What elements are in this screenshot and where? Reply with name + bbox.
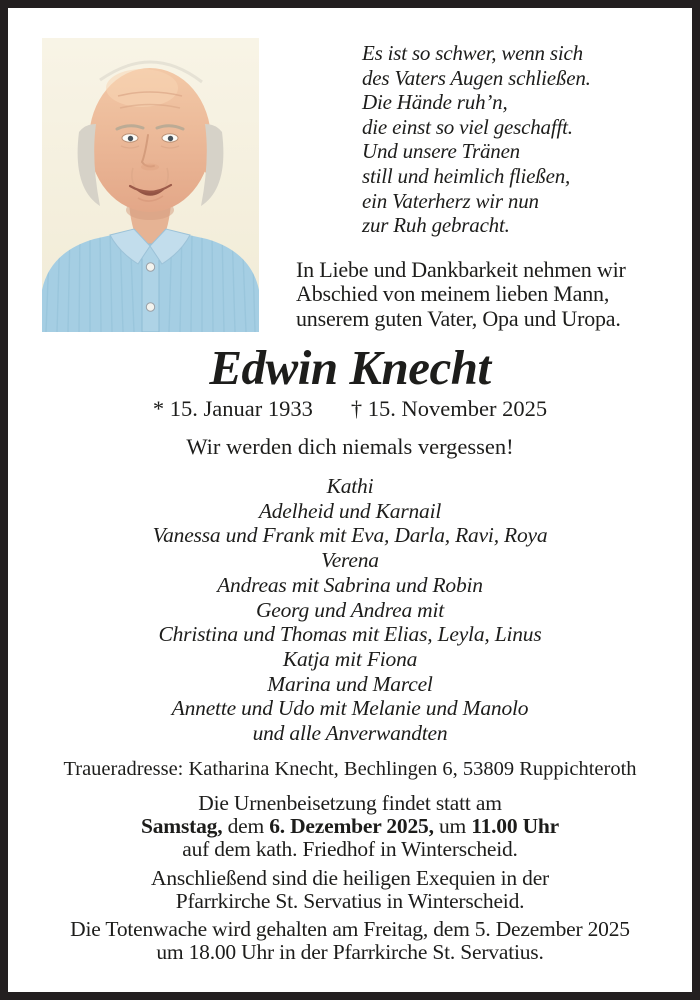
totenwache-line: um 18.00 Uhr in der Pfarrkirche St. Servatius. bbox=[156, 940, 544, 965]
totenwache-info bbox=[8, 918, 692, 964]
deceased-name: Edwin Knecht bbox=[209, 340, 491, 395]
mourner-line: Annette und Udo mit Melanie und Manolo bbox=[171, 696, 529, 721]
mourner-line: Kathi bbox=[326, 474, 374, 498]
poem-line: Und unsere Tränen bbox=[362, 139, 520, 164]
burial-info bbox=[8, 792, 692, 862]
exequien-line: Pfarrkirche St. Servatius in Winterscheid. bbox=[175, 889, 525, 914]
farewell-line: Wir werden dich niemals vergessen! bbox=[186, 434, 514, 459]
mourning-address: Traueradresse: Katharina Knecht, Bechlingen 6, 53809 Ruppichteroth bbox=[63, 758, 637, 780]
mourner-line: und alle Anverwandten bbox=[252, 721, 448, 746]
mourner-line: Georg und Andrea mit bbox=[255, 597, 445, 622]
mourner-line: Verena bbox=[321, 548, 379, 573]
death-date: † 15. November 2025 bbox=[350, 396, 548, 421]
burial-day: Samstag, bbox=[140, 814, 223, 839]
death-notice-card bbox=[8, 8, 692, 992]
birth-date: * 15. Januar 1933 bbox=[152, 396, 313, 421]
mourner-line: Vanessa und Frank mit Eva, Darla, Ravi, Roya bbox=[152, 523, 548, 548]
poem-line: Die Hände ruh’n, bbox=[362, 90, 508, 115]
mourners-list bbox=[8, 474, 692, 746]
mourner-line: Katja mit Fiona bbox=[282, 646, 418, 671]
poem-line: des Vaters Augen schließen. bbox=[362, 65, 591, 90]
burial-place-line: auf dem kath. Friedhof in Winterscheid. bbox=[182, 837, 518, 862]
poem-line: still und heimlich fließen, bbox=[362, 163, 571, 188]
condolence-line: Abschied von meinem lieben Mann, bbox=[296, 281, 610, 307]
condolence-line: In Liebe und Dankbarkeit nehmen wir bbox=[296, 257, 626, 282]
mourner-line: Andreas mit Sabrina und Robin bbox=[217, 572, 483, 597]
poem-line: zur Ruh gebracht. bbox=[362, 213, 510, 238]
burial-date-line: Samstag, dem 6. Dezember 2025, um 11.00 Uhr bbox=[140, 814, 559, 839]
condolence-text bbox=[296, 258, 626, 331]
portrait-photo bbox=[42, 38, 259, 332]
poem-line: die einst so viel geschafft. bbox=[362, 114, 573, 139]
totenwache-line: Die Totenwache wird gehalten am Freitag, dem 5. Dezember 2025 bbox=[70, 917, 630, 941]
mourner-line: Christina und Thomas mit Elias, Leyla, Linus bbox=[158, 622, 542, 647]
burial-intro-line: Die Urnenbeisetzung findet statt am bbox=[198, 791, 502, 815]
poem-line: ein Vaterherz wir nun bbox=[362, 188, 539, 213]
mourner-line: Adelheid und Karnail bbox=[258, 498, 442, 523]
mourner-line: Marina und Marcel bbox=[267, 671, 433, 696]
poem-line: Es ist so schwer, wenn sich bbox=[362, 41, 583, 65]
life-dates bbox=[8, 396, 692, 422]
memorial-poem bbox=[362, 41, 591, 238]
condolence-line: unserem guten Vater, Opa und Uropa. bbox=[296, 305, 621, 331]
exequien-info bbox=[8, 867, 692, 913]
burial-time: 11.00 Uhr bbox=[471, 814, 559, 839]
exequien-line: Anschließend sind die heiligen Exequien in der bbox=[151, 866, 549, 890]
burial-date: 6. Dezember 2025, bbox=[269, 814, 434, 839]
